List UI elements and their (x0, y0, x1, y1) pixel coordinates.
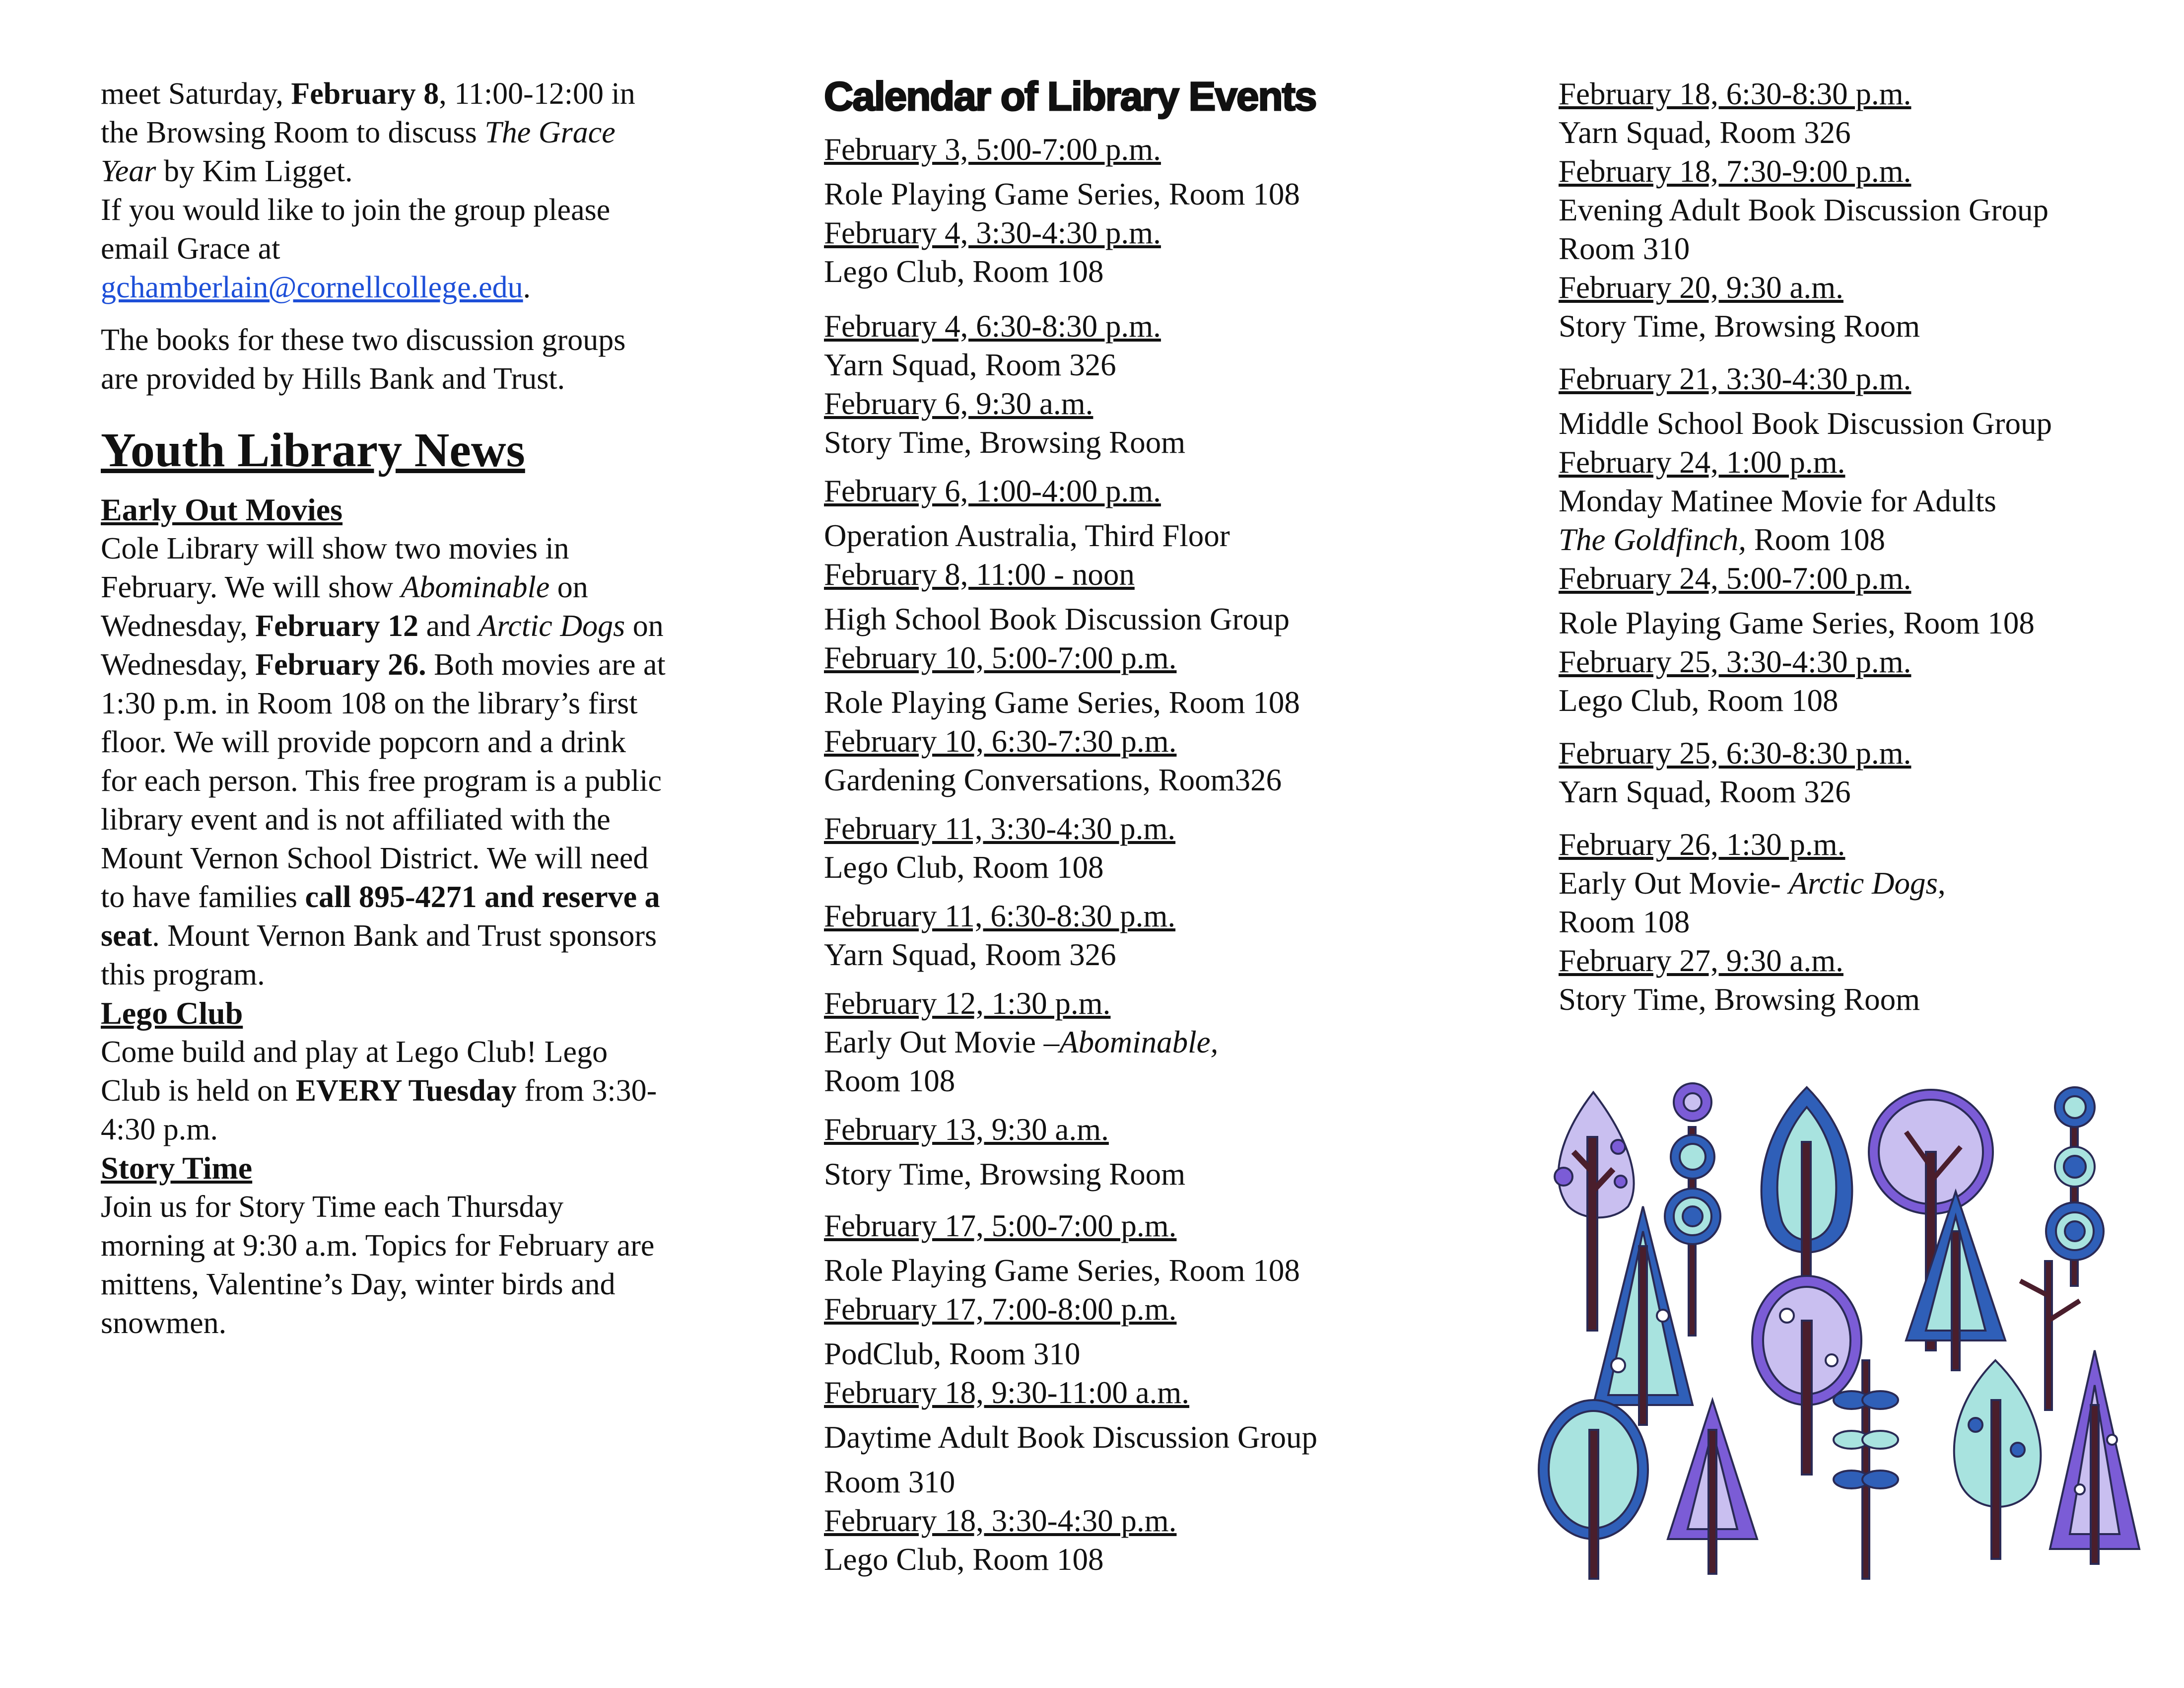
event-desc: Story Time, Browsing Room (824, 425, 1186, 460)
lego-every-tuesday: EVERY Tuesday (295, 1074, 517, 1108)
event-desc: Lego Club, Room 108 (824, 850, 1104, 885)
event-item (1559, 941, 2134, 1019)
event-date: February 10, 5:00-7:00 p.m. (824, 640, 1177, 675)
lego-club-heading: Lego Club (101, 995, 243, 1031)
youth-library-heading: Youth Library News (101, 423, 525, 477)
event-item (824, 555, 1400, 638)
event-date: February 3, 5:00-7:00 p.m. (824, 132, 1161, 167)
movies-text-3: and (418, 609, 478, 643)
event-item (1559, 559, 2134, 642)
event-date: February 18, 6:30-8:30 p.m. (1559, 76, 1911, 111)
event-date: February 11, 3:30-4:30 p.m. (824, 811, 1176, 846)
event-desc-line2: Room 108 (824, 1063, 956, 1098)
event-desc: Lego Club, Room 108 (824, 254, 1104, 289)
event-desc: Role Playing Game Series, Room 108 (824, 1253, 1300, 1288)
event-item (1559, 152, 2134, 268)
email-link[interactable]: gchamberlain@cornellcollege.edu (101, 271, 523, 304)
event-date: February 6, 1:00-4:00 p.m. (824, 474, 1161, 508)
event-desc: Role Playing Game Series, Room 108 (824, 177, 1300, 211)
event-item (1559, 825, 2134, 941)
event-desc: Story Time, Browsing Room (1559, 309, 1920, 344)
event-item (824, 213, 1400, 291)
event-desc: Lego Club, Room 108 (1559, 683, 1839, 718)
movie-date-1: February 12 (255, 609, 419, 643)
movie-title-2: Arctic Dogs (478, 609, 625, 643)
event-item (824, 307, 1400, 384)
movies-text-1: Cole Library will show two movies in February. We will show (101, 532, 569, 604)
intro-date: February 8 (291, 77, 439, 111)
event-item (1559, 74, 2134, 152)
event-item (824, 897, 1400, 974)
event-date: February 4, 6:30-8:30 p.m. (824, 309, 1161, 344)
story-time-text: Join us for Story Time each Thursday morning at 9:30 a.m. Topics for February are mittens, Valentine’s Day, winter birds and snowmen. (101, 1190, 655, 1340)
event-desc-line2 (1559, 520, 2134, 559)
event-date: February 26, 1:30 p.m. (1559, 827, 1845, 862)
event-desc-text: Early Out Movie – (824, 1025, 1060, 1059)
event-desc: Role Playing Game Series, Room 108 (824, 685, 1300, 720)
event-date: February 12, 1:30 p.m. (824, 986, 1111, 1021)
calendar-title: Calendar of Library Events (824, 74, 1316, 119)
event-desc: Yarn Squad, Room 326 (824, 937, 1116, 972)
event-item (824, 1206, 1400, 1290)
event-item (824, 984, 1400, 1100)
event-desc: Evening Adult Book Discussion Group (1559, 193, 2048, 227)
event-date: February 27, 9:30 a.m. (1559, 943, 1843, 978)
event-date: February 20, 9:30 a.m. (1559, 270, 1843, 305)
calendar-column-2 (1559, 74, 2134, 1019)
event-desc-line2: Room 310 (824, 1465, 956, 1499)
event-desc-comma: , (1938, 866, 1946, 901)
event-date: February 17, 5:00-7:00 p.m. (824, 1208, 1177, 1243)
event-desc (824, 1023, 1400, 1061)
event-desc: Gardening Conversations, Room326 (824, 763, 1282, 797)
event-item (1559, 359, 2134, 443)
event-date: February 24, 5:00-7:00 p.m. (1559, 561, 1911, 596)
event-desc: Yarn Squad, Room 326 (1559, 774, 1851, 809)
movie-title: The Goldfinch, (1559, 522, 1746, 557)
event-item (824, 809, 1400, 887)
book-title: The Grace Year (101, 116, 615, 188)
event-item (824, 1373, 1400, 1501)
event-item (1559, 734, 2134, 811)
event-desc: Operation Australia, Third Floor (824, 518, 1230, 553)
event-date: February 25, 6:30-8:30 p.m. (1559, 736, 1911, 771)
event-room: Room 108 (1746, 522, 1886, 557)
event-item (824, 1290, 1400, 1373)
intro-text-mid: , 11:00-12:00 in the Browsing Room to discuss (101, 77, 635, 149)
movies-text-2: on Wednesday, (101, 570, 588, 643)
event-date: February 18, 3:30-4:30 p.m. (824, 1503, 1177, 1538)
early-out-movies-heading: Early Out Movies (101, 492, 343, 527)
event-date: February 13, 9:30 a.m. (824, 1112, 1109, 1147)
intro-text: meet Saturday, (101, 77, 291, 111)
event-date: February 6, 9:30 a.m. (824, 386, 1093, 421)
event-desc: Story Time, Browsing Room (1559, 982, 1920, 1017)
event-desc (1559, 864, 2134, 903)
event-desc: Lego Club, Room 108 (824, 1542, 1104, 1577)
story-time-heading: Story Time (101, 1150, 253, 1186)
event-item (824, 1110, 1400, 1194)
event-date: February 18, 9:30-11:00 a.m. (824, 1375, 1190, 1410)
lego-text-1: Come build and play at Lego Club! Lego Club is held on (101, 1035, 608, 1108)
event-date: February 11, 6:30-8:30 p.m. (824, 899, 1176, 933)
event-desc: Yarn Squad, Room 326 (824, 348, 1116, 382)
event-date: February 10, 6:30-7:30 p.m. (824, 724, 1177, 759)
movie-date-2: February 26. (255, 648, 426, 682)
reserve-seat-text: call 895-4271 and reserve a seat (101, 880, 660, 953)
event-desc-line2: Room 108 (1559, 905, 1690, 939)
movie-title: Abominable, (1059, 1025, 1219, 1059)
winter-trees-illustration (1529, 1082, 2154, 1589)
left-column (101, 74, 667, 1342)
event-item (824, 1501, 1400, 1579)
books-note: The books for these two discussion groups are provided by Hills Bank and Trust. (101, 323, 626, 396)
event-desc-text: Early Out Movie- (1559, 866, 1789, 901)
event-item (824, 722, 1400, 799)
intro-paragraph (101, 74, 667, 307)
event-date: February 4, 3:30-4:30 p.m. (824, 215, 1161, 250)
movies-text-5: Both movies are at 1:30 p.m. in Room 108 on the library’s first floor. We will provide popcorn and a drink for each person. This free program is a public library event and is not affiliated with the Mount Vernon School District. We will need to have families (101, 648, 666, 914)
movie-title: Arctic Dogs (1788, 866, 1938, 901)
early-out-movies-text (101, 529, 667, 994)
event-desc: PodClub, Room 310 (824, 1336, 1081, 1371)
lego-text-2: from 3:30-4:30 p.m. (101, 1074, 657, 1146)
join-text: If you would like to join the group please email Grace at (101, 193, 611, 266)
movies-text-4: on Wednesday, (101, 609, 664, 682)
event-desc: High School Book Discussion Group (824, 602, 1290, 636)
event-date: February 18, 7:30-9:00 p.m. (1559, 154, 1911, 189)
event-desc: Role Playing Game Series, Room 108 (1559, 606, 2035, 640)
calendar-column-1 (824, 70, 1400, 1579)
event-date: February 24, 1:00 p.m. (1559, 445, 1845, 480)
event-desc: Yarn Squad, Room 326 (1559, 115, 1851, 150)
event-desc: Middle School Book Discussion Group (1559, 406, 2052, 441)
event-item (1559, 443, 2134, 559)
event-item (824, 472, 1400, 555)
event-desc: Story Time, Browsing Room (824, 1157, 1186, 1192)
event-date: February 25, 3:30-4:30 p.m. (1559, 644, 1911, 679)
event-item (824, 638, 1400, 722)
movies-text-6: . Mount Vernon Bank and Trust sponsors this program. (101, 919, 657, 991)
movie-title-1: Abominable (401, 570, 550, 604)
event-desc: Daytime Adult Book Discussion Group (824, 1420, 1317, 1455)
event-item (1559, 642, 2134, 720)
intro-text-post: by Kim Ligget. (156, 154, 353, 188)
event-item (824, 130, 1400, 213)
event-date: February 17, 7:00-8:00 p.m. (824, 1292, 1177, 1327)
event-item (1559, 268, 2134, 346)
event-date: February 8, 11:00 - noon (824, 557, 1135, 592)
event-item (824, 384, 1400, 462)
event-desc-line2: Room 310 (1559, 231, 1690, 266)
lego-club-text (101, 1033, 667, 1149)
email-period: . (523, 271, 531, 304)
event-date: February 21, 3:30-4:30 p.m. (1559, 361, 1911, 396)
event-desc: Monday Matinee Movie for Adults (1559, 484, 1996, 518)
